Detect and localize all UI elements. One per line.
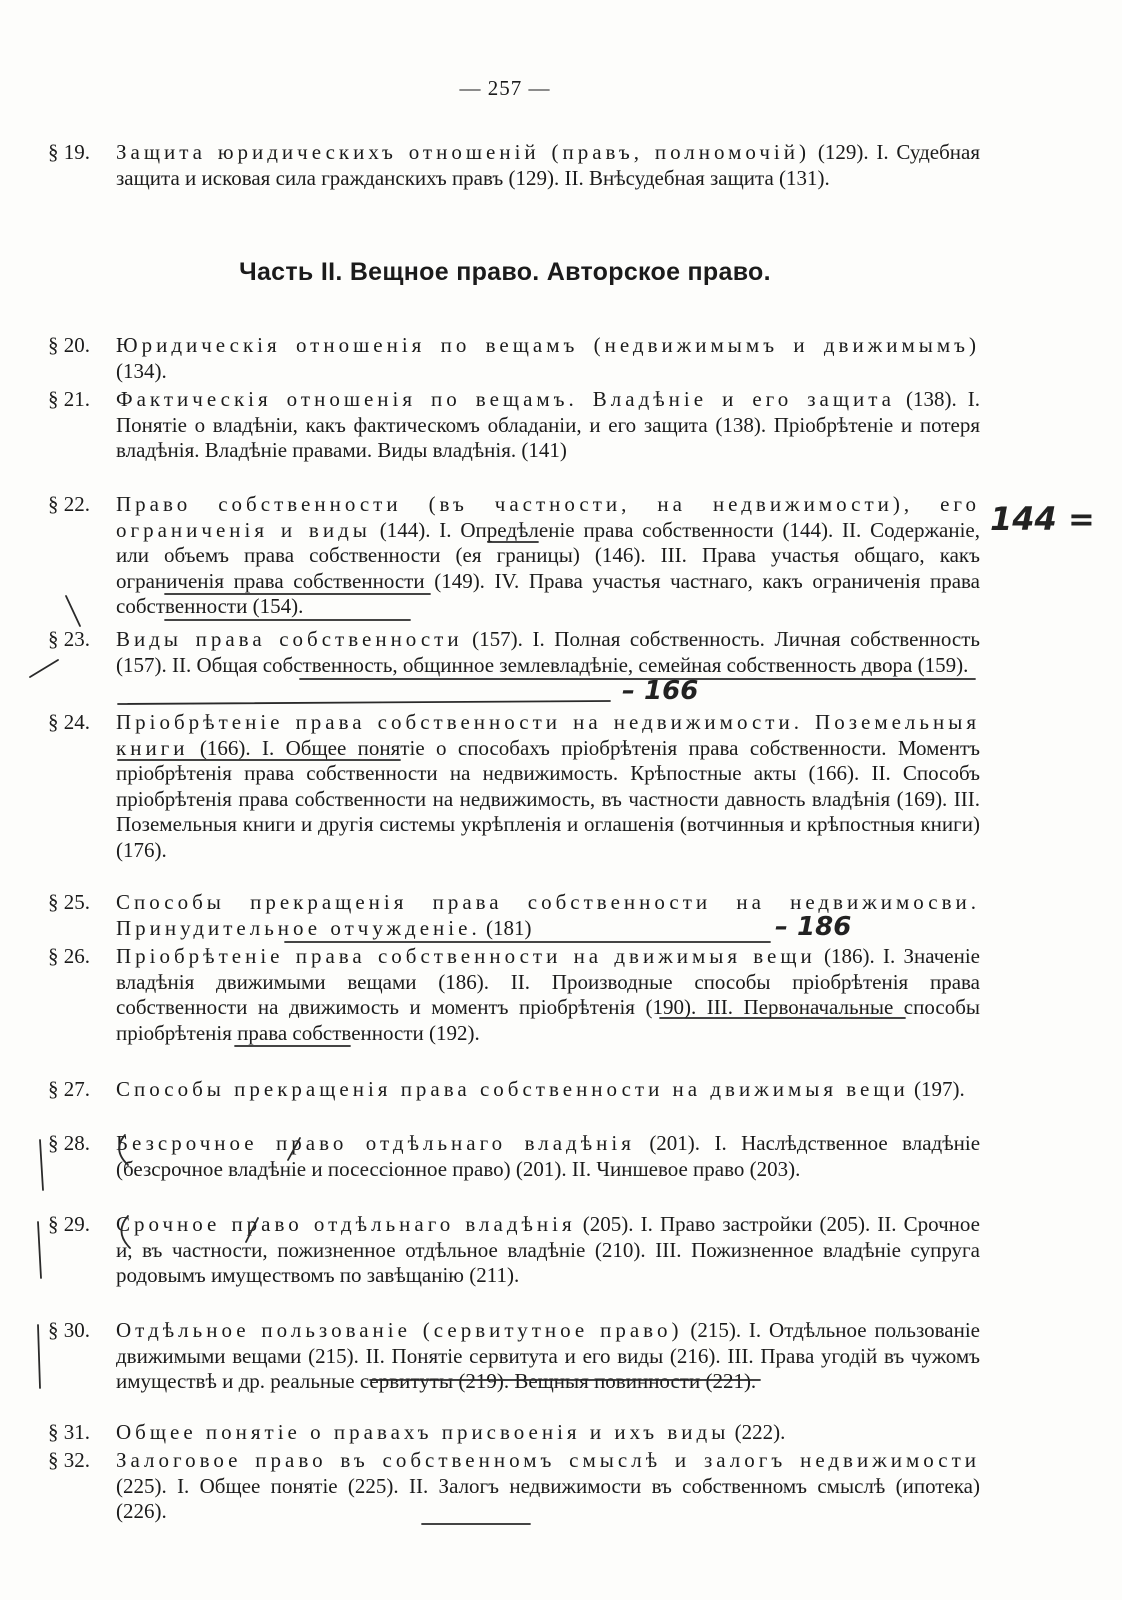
section-number: § 27. (48, 1077, 90, 1101)
margin-bar (40, 1140, 43, 1190)
section-24 (48, 710, 980, 863)
section-number: § 20. (48, 333, 90, 357)
underline (118, 701, 610, 704)
section-number: § 21. (48, 387, 90, 411)
section-title: Способы прекращенiя права собственности на недвижимосви. Принудительное отчужденiе. (116, 890, 980, 940)
section-20 (48, 333, 980, 384)
section-28 (48, 1131, 980, 1182)
section-text: (205). I. Право застройки (205). II. Срочное и, въ частности, пожизненное отдѣльное владѣнiе (210). III. Пожизненное владѣнiе супруга родовымъ имуществомъ по завѣщанiю (211). (116, 1212, 980, 1287)
section-26 (48, 944, 980, 1046)
section-22 (48, 492, 980, 620)
section-text: (201). I. Наслѣдственное владѣнiе (безсрочное владѣнiе и посессiонное право) (201). II. Чиншевое право (203). (116, 1131, 981, 1181)
section-number: § 19. (48, 140, 90, 164)
section-title: Прiобрѣтенiе права собственности на недвижимости. Поземельныя книги (116, 710, 980, 760)
section-number: § 29. (48, 1212, 90, 1236)
section-number: § 22. (48, 492, 90, 516)
section-number: § 28. (48, 1131, 90, 1155)
section-title: Фактическiя отношенiя по вещамъ. Владѣнiе и его защита (116, 387, 896, 411)
part-heading: Часть II. Вещное право. Авторское право. (239, 258, 771, 286)
section-32 (48, 1448, 980, 1525)
section-text: (197). (914, 1077, 965, 1101)
section-title: Прiобрѣтенiе права собственности на движимыя вещи (116, 944, 816, 968)
section-number: § 32. (48, 1448, 90, 1472)
page-number: — 257 — (459, 76, 551, 100)
section-27 (48, 1077, 980, 1103)
section-21 (48, 387, 980, 464)
section-number: § 31. (48, 1420, 90, 1444)
margin-bar (38, 1325, 40, 1388)
section-number: § 24. (48, 710, 90, 734)
section-19 (48, 140, 980, 191)
section-title: Срочное право отдѣльнаго владѣнiя (116, 1212, 576, 1236)
section-title: Способы прекращенiя права собственности на движимыя вещи (116, 1077, 909, 1101)
section-number: § 25. (48, 890, 90, 914)
section-title: Виды права собственности (116, 627, 463, 651)
handwritten-note-166: – 166 (622, 676, 699, 706)
handwritten-note-186: – 186 (775, 912, 852, 942)
section-31 (48, 1420, 980, 1446)
section-text: (134). (116, 358, 167, 383)
section-text: (222). (734, 1420, 786, 1444)
margin-bar (38, 1222, 41, 1278)
section-text: (181) (485, 915, 532, 940)
section-text: (225). I. Общее понятiе (225). II. Залогъ недвижимости въ собственномъ смыслѣ (ипотека) (226). (116, 1473, 980, 1523)
section-title: Отдѣльное пользованiе (сервитутное право) (116, 1318, 683, 1342)
section-number: § 23. (48, 627, 90, 651)
section-text: (157). I. Полная собственность. Личная собственность (157). II. Общая собственность, общинное землевладѣнiе, семейная собственность двора (159). (116, 627, 980, 677)
section-number: § 30. (48, 1318, 90, 1342)
section-title: Защита юридическихъ отношенiй (правъ, полномочiй) (116, 140, 810, 164)
section-23 (48, 627, 980, 678)
section-text: (138). I. Понятiе о владѣнiи, какъ фактическомъ обладанiи, и его защита (138). Прiобрѣтенiе и потеря владѣнiя. Владѣнiе правами. Виды владѣнiя. (141) (116, 387, 981, 462)
section-text: (215). I. Отдѣльное пользованiе движимыми вещами (215). II. Понятiе сервитута и его виды (216). III. Права угодiй въ чужомъ имуществѣ и др. реальные сервитуты (219). Вещныя повинности (221). (116, 1318, 980, 1393)
section-title: Общее понятiе о правахъ присвоенiя и ихъ виды (116, 1420, 730, 1444)
section-title: Юридическiя отношенiя по вещамъ (недвижимымъ и движимымъ) (116, 333, 980, 357)
section-text: (186). I. Значенiе владѣнiя движимыми вещами (186). II. Производные способы прiобрѣтенiя права собственности на движимость и моментъ прiобрѣтенiя (190). III. Первоначальные способы прiобрѣтенiя права собственности (192). (116, 944, 981, 1045)
handwritten-note-144: 144 = (990, 500, 1095, 538)
section-text: (166). I. Общее понятiе о способахъ прiобрѣтенiя права собственности. Моментъ прiобрѣтенiя права собственности на недвижимость. Крѣпостные акты (166). II. Способъ прiобрѣтенiя права собственности на недвижимость, въ частности давность владѣнiя (169). III. Поземельныя книги и другiя системы укрѣпленiя и оглашенiя (вотчинныя и крѣпостныя книги) (176). (116, 735, 980, 862)
section-title: Залоговое право въ собственномъ смыслѣ и залогъ недвижимости (116, 1448, 980, 1472)
section-text: (144). I. Опредѣленiе права собственности (144). II. Содержанiе, или объемъ права собственности (ея границы) (146). III. Права участья общаго, какъ ограниченiя права собственности (149). IV. Права участья частнаго, какъ ограниченiя права собственности (154). (116, 517, 981, 618)
section-number: § 26. (48, 944, 90, 968)
section-title: Право собственности (въ частности, на недвижимости), его ограниченiя и виды (116, 492, 980, 542)
section-title: Безсрочное право отдѣльнаго владѣнiя (116, 1131, 635, 1155)
section-text: (129). I. Судебная защита и исковая сила гражданскихъ правъ (129). II. Внѣсудебная защита (131). (116, 140, 981, 190)
section-30 (48, 1318, 980, 1395)
section-29 (48, 1212, 980, 1289)
